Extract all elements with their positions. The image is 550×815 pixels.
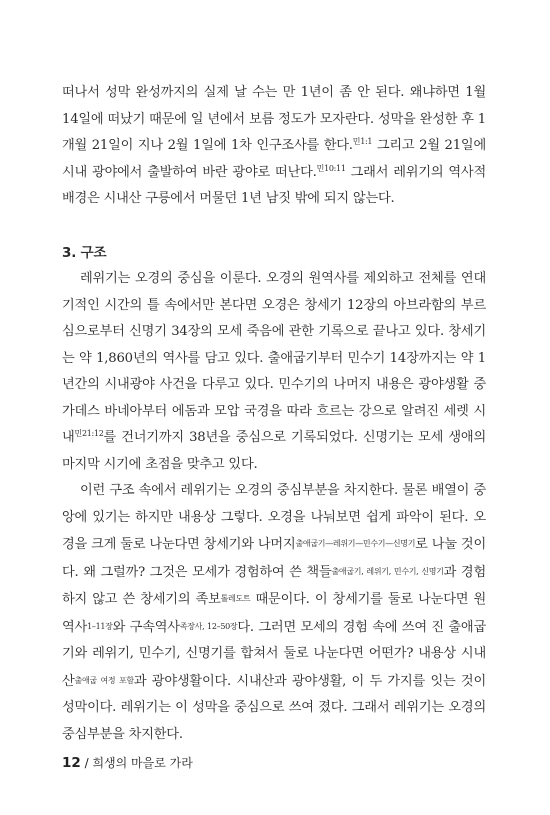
footer-separator: /: [80, 756, 93, 770]
paragraph-1: 떠나서 성막 완성까지의 실제 날 수는 만 1년이 좀 안 된다. 왜냐하면 1월 14일에 떠났기 때문에 일 년에서 보름 정도가 모자란다. 성막을 완성한 후 1개월 21일이 지나 2월 1일에 1차 인구조사를 한다.$^{민1:1}$ 그리고 2월 21일에 시내 광야에서 출발하여 바란 광야로 떠난다.$^{민10:11}$ 그래서 레위기의 역사적 배경은 시내산 구릉에서 머물던 1년 남짓 밖에 되지 않는다.: [62, 85, 487, 206]
scripture-ref: 민1:1: [352, 137, 373, 146]
scripture-ref: 민21:12: [74, 429, 104, 438]
section-gap: [62, 213, 486, 240]
section-title: 3. 구조: [62, 244, 107, 261]
paragraph-3: 이런 구조 속에서 레위기는 오경의 중심부분을 차지한다. 물론 배열이 중앙에 있기는 하지만 내용상 그렇다. 오경을 나눠보면 쉽게 파악이 된다. 오경을 크게 둘로 나눈다면 창세기와 나머지출애굽기—레위기—민수기—신명기로 나눌 것이다. 왜 그럴까? 그것은 모세가 경험하여 쓴 책들출애굽기, 레위기, 민수기, 신명기과 경험하지 않고 쓴 창세기의 족보톨레도트 때문이다. 이 창세기를 둘로 나눈다면 원역사1–11장와 구속역사족장사, 12–50장다. 그러면 모세의 경험 속에 쓰여 진 출애굽기와 레위기, 민수기, 신명기를 합쳐서 둘로 나눈다면 어떤가? 내용상 시내산출애굽 여정 포함과 광야생활이다. 시내산과 광야생활, 이 두 가지를 잇는 것이 성막이다. 레위기는 이 성막을 중심으로 쓰여 졌다. 그래서 레위기는 오경의 중심부분을 차지한다.: [62, 483, 487, 742]
inline-note: 족장사, 12–50장: [179, 621, 238, 631]
page-number: 12: [62, 755, 81, 771]
inline-note: 1–11장: [87, 621, 113, 631]
inline-note: 톨레도트: [220, 594, 251, 603]
scripture-ref: 민10:11: [316, 163, 346, 173]
paragraph-2: 레위기는 오경의 중심을 이룬다. 오경의 원역사를 제외하고 전체를 연대기적인 시간의 틀 속에서만 본다면 오경은 창세기 12장의 아브라함의 부르심으로부터 신명기 34장의 모세 죽음에 관한 기록으로 끝나고 있다. 창세기는 약 1,860년의 역사를 담고 있다. 출애굽기부터 민수기 14장까지는 약 1년간의 시내광야 사건을 다루고 있다. 민수기의 나머지 내용은 광야생활 중 가데스 바네아부터 에돔과 모압 국경을 따라 흐르는 강으로 알려진 세렛 시내$^{민21:12}$를 건너기까지 38년을 중심으로 기록되었다. 신명기는 모세 생애의 마지막 시기에 초점을 맞추고 있다.: [62, 271, 486, 472]
inline-note: 출애굽기—레위기—민수기—신명기: [295, 539, 416, 548]
page-footer: [62, 754, 193, 771]
inline-note: 출애굽 여정 포함: [74, 675, 134, 685]
body-text: [62, 80, 486, 748]
inline-note: 출애굽기, 레위기, 민수기, 신명기: [331, 566, 444, 576]
book-title: 희생의 마을로 가라: [92, 756, 193, 770]
